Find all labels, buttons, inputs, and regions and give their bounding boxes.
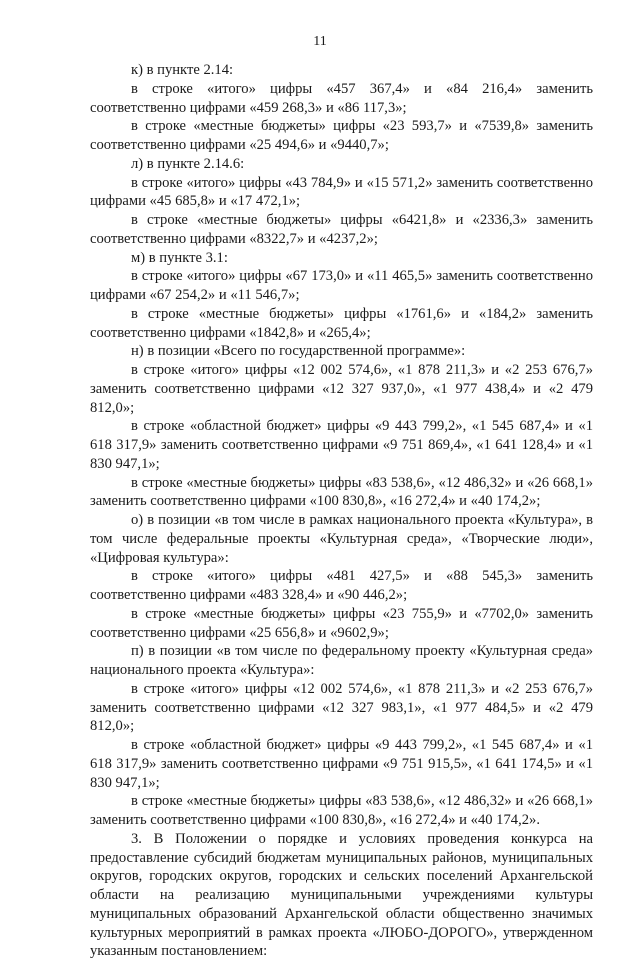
paragraph-item-l: л) в пункте 2.14.6: <box>131 155 245 172</box>
paragraph-item-p-local: в строке «местные бюджеты» цифры «83 538,6», «12 486,32» и «26 668,1» заменить соответственно цифрами «100 830,8», «16 272,4» и «40 174,2». <box>90 793 593 828</box>
paragraph-item-l-total: в строке «итого» цифры «43 784,9» и «15 571,2» заменить соответственно цифрами «45 685,8» и «17 472,1»; <box>90 174 593 210</box>
paragraph-item-k-local: в строке «местные бюджеты» цифры «23 593,7» и «7539,8» заменить соответственно цифрами «25 494,6» и «9440,7»; <box>90 118 593 153</box>
paragraph-item-o-local: в строке «местные бюджеты» цифры «23 755,9» и «7702,0» заменить соответственно цифрами «25 656,8» и «9602,9»; <box>90 605 593 641</box>
paragraph-item-m: м) в пункте 3.1: <box>131 249 228 266</box>
paragraph-item-l-local: в строке «местные бюджеты» цифры «6421,8» и «2336,3» заменить соответственно цифрами «8322,7» и «4237,2»; <box>90 212 593 247</box>
paragraph-item-n: н) в позиции «Всего по государственной программе»: <box>131 343 466 360</box>
paragraph-item-o: о) в позиции «в том числе в рамках национального проекта «Культура», в том числе федеральные проекты «Культурная среда», «Творческие люди», «Цифровая культура»: <box>90 512 593 566</box>
paragraph-section-3: 3. В Положении о порядке и условиях проведения конкурса на предоставление субсидий бюджетам муниципальных районов, муниципальных округов, городских округов, городских и сельских поселений Архангельской области на реализацию муниципальными учреждениями культуры муниципальных образований Архангельской области общественно значимых культурных мероприятий в рамках проекта «ЛЮБО-ДОРОГО», утвержденном указанным постановлением: <box>90 830 593 960</box>
paragraph-item-p-total: в строке «итого» цифры «12 002 574,6», «1 878 211,3» и «2 253 676,7» заменить соответственно цифрами «12 327 983,1», «1 977 484,5» и «2 479 812,0»; <box>90 680 593 735</box>
paragraph-item-p-regional: в строке «областной бюджет» цифры «9 443 799,2», «1 545 687,4» и «1 618 317,9» заменить соответственно цифрами «9 751 915,5», «1 641 174,5» и «1 830 947,1»; <box>90 737 593 791</box>
paragraph-item-n-regional: в строке «областной бюджет» цифры «9 443 799,2», «1 545 687,4» и «1 618 317,9» заменить соответственно цифрами «9 751 869,4», «1 641 128,4» и «1 830 947,1»; <box>90 418 593 472</box>
paragraph-item-p: п) в позиции «в том числе по федеральному проекту «Культурная среда» национального проекта «Культура»: <box>90 643 593 678</box>
paragraph-item-k: к) в пункте 2.14: <box>131 62 234 78</box>
paragraph-item-o-total: в строке «итого» цифры «481 427,5» и «88 545,3» заменить соответственно цифрами «483 328,4» и «90 446,2»; <box>90 568 593 603</box>
paragraph-item-m-local: в строке «местные бюджеты» цифры «1761,6» и «184,2» заменить соответственно цифрами «1842,8» и «265,4»; <box>90 305 593 341</box>
document-body <box>90 61 593 961</box>
page-number: 11 <box>313 34 327 49</box>
paragraph-item-m-total: в строке «итого» цифры «67 173,0» и «11 465,5» заменить соответственно цифрами «67 254,2» и «11 546,7»; <box>90 268 593 303</box>
paragraph-item-k-total: в строке «итого» цифры «457 367,4» и «84 216,4» заменить соответственно цифрами «459 268,3» и «86 117,3»; <box>90 80 593 116</box>
paragraph-item-n-total: в строке «итого» цифры «12 002 574,6», «1 878 211,3» и «2 253 676,7» заменить соответственно цифрами «12 327 937,0», «1 977 438,4» и «2 479 812,0»; <box>90 362 593 416</box>
paragraph-item-n-local: в строке «местные бюджеты» цифры «83 538,6», «12 486,32» и «26 668,1» заменить соответственно цифрами «100 830,8», «16 272,4» и «40 174,2»; <box>90 474 593 510</box>
